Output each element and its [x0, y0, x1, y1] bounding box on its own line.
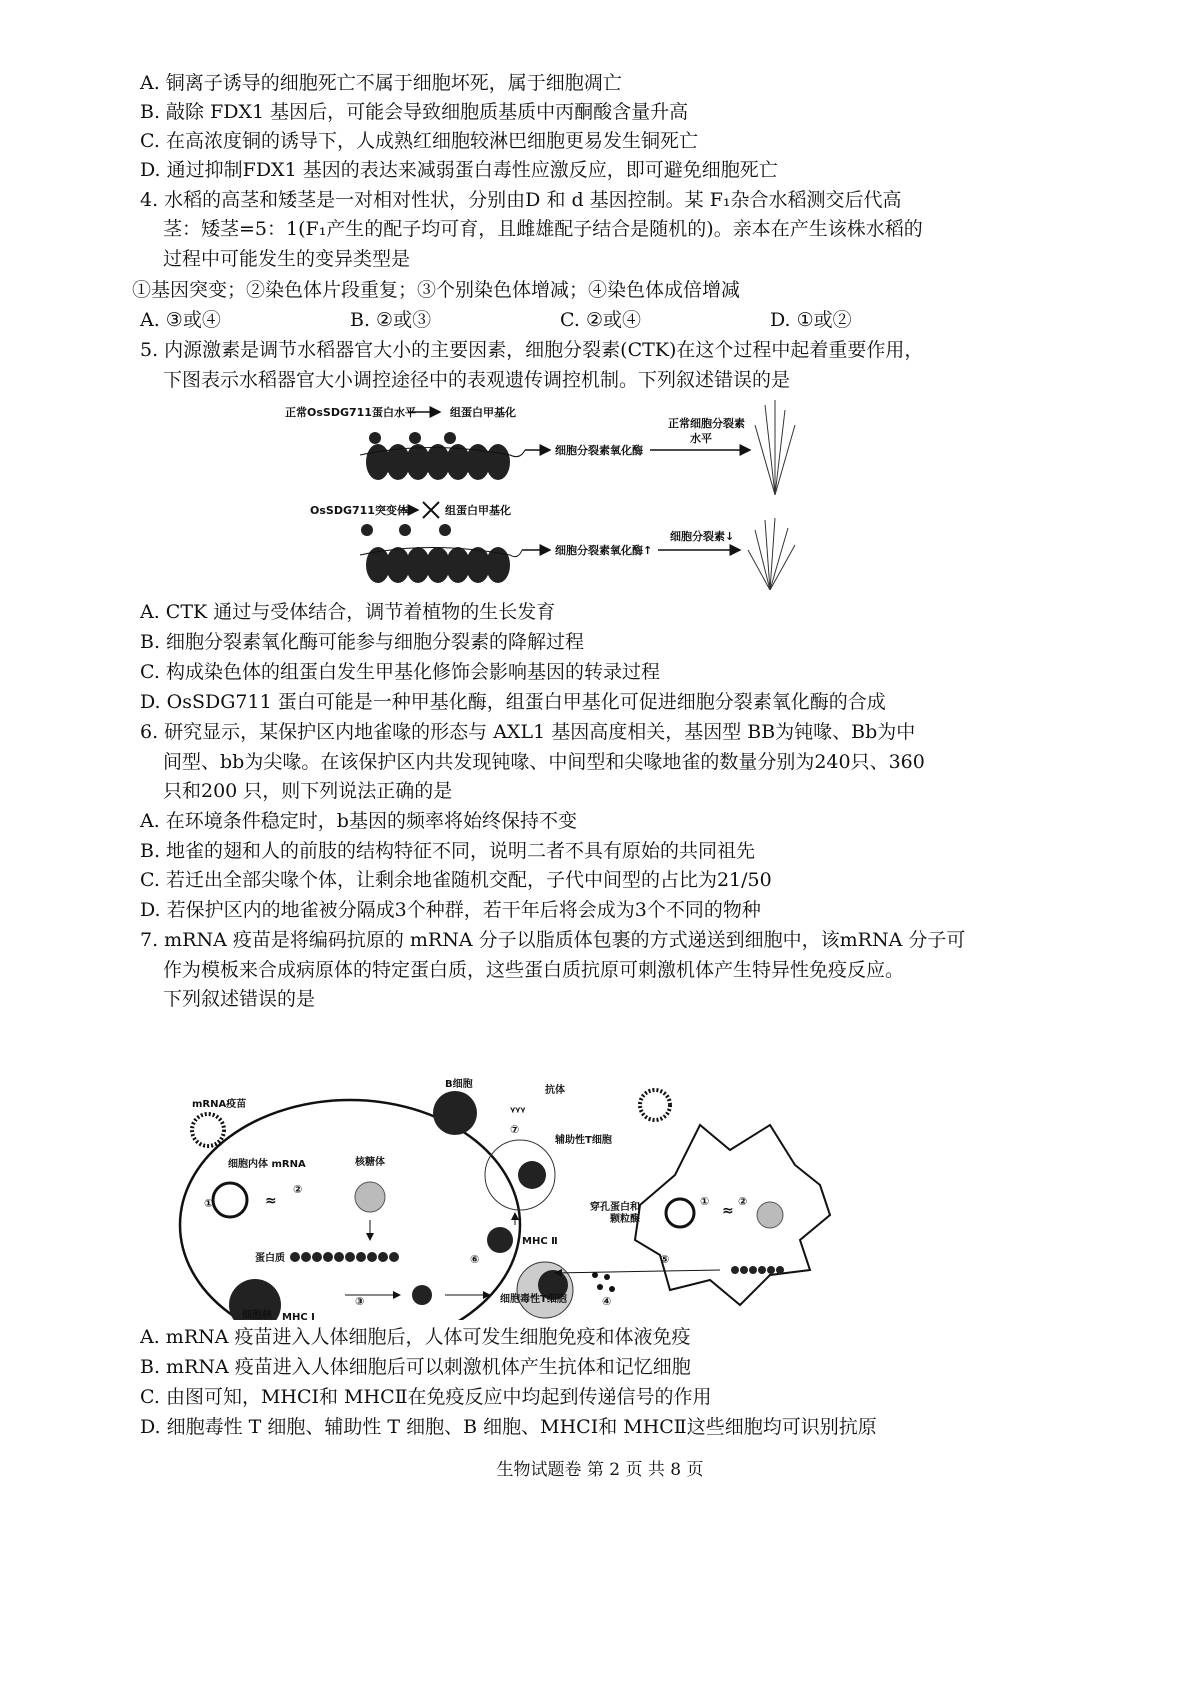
q7-stem-2: 作为模板来合成病原体的特定蛋白质，这些蛋白质抗原可刺激机体产生特异性免疫反应。 — [163, 959, 905, 981]
perforin-label: 穿孔蛋白和 — [590, 1202, 640, 1213]
q4-stem-3: 过程中可能发生的变异类型是 — [163, 248, 411, 270]
q6-stem-1: 6. 研究显示，某保护区内地雀喙的形态与 AXL1 基因高度相关，基因型 BB为钝喙、Bb为中 — [140, 721, 916, 743]
ribosome-label: 核糖体 — [355, 1157, 385, 1168]
short-rice-plant-icon — [748, 518, 795, 590]
step-2b-label: ② — [738, 1195, 748, 1208]
b-cell-icon — [433, 1091, 477, 1135]
q5-option-d: D. OsSDG711 蛋白可能是一种甲基化酶，组蛋白甲基化可促进细胞分裂素氧化酶的合成 — [140, 691, 886, 713]
q3-option-b: B. 敲除 FDX1 基因后，可能会导致细胞质基质中丙酮酸含量升高 — [140, 101, 689, 123]
nucleosome-row-normal — [360, 432, 525, 480]
antigen-mhc1-icon — [412, 1285, 432, 1305]
virus-icon — [640, 1090, 670, 1120]
q4-stem-2: 茎：矮茎=5：1(F₁产生的配子均可育，且雌雄配子结合是随机的)。亲本在产生该株水稻的 — [163, 218, 923, 240]
q5-option-a: A. CTK 通过与受体结合，调节着植物的生长发育 — [140, 601, 556, 623]
cross-mark-icon — [423, 502, 439, 518]
virus-inside-icon — [666, 1199, 694, 1227]
q3-option-a: A. 铜离子诱导的细胞死亡不属于细胞坏死，属于细胞凋亡 — [140, 72, 622, 94]
q7-option-d: D. 细胞毒性 T 细胞、辅助性 T 细胞、B 细胞、MHCⅠ和 MHCⅡ这些细胞均可识别抗原 — [140, 1416, 877, 1438]
enzyme-up-label: 细胞分裂素氧化酶↑ — [555, 544, 653, 557]
q6-option-b: B. 地雀的翅和人的前肢的结构特征不同，说明二者不具有原始的共同祖先 — [140, 840, 756, 862]
mrna-vaccine-immune-diagram — [170, 1015, 970, 1320]
q7-option-b: B. mRNA 疫苗进入人体细胞后可以刺激机体产生抗体和记忆细胞 — [140, 1356, 691, 1378]
ctk-down-label: 细胞分裂素↓ — [670, 530, 735, 543]
mhc2-label: MHC Ⅱ — [522, 1236, 558, 1247]
q4-options — [140, 308, 980, 332]
step-1-label: ① — [204, 1197, 214, 1210]
step-6-label: ⑥ — [470, 1253, 480, 1266]
nucleus-label: 细胞核 — [242, 1310, 272, 1320]
normal-protein-label: 正常OsSDG711蛋白水平 — [285, 406, 416, 419]
endosome-mrna-label: 细胞内体 mRNA — [228, 1159, 306, 1170]
step-1b-label: ① — [700, 1195, 710, 1208]
q4-option-b: B. ②或③ — [350, 309, 432, 331]
q3-option-d: D. 通过抑制FDX1 基因的表达来减弱蛋白毒性应激反应，即可避免细胞死亡 — [140, 159, 778, 181]
tall-rice-plant-icon — [755, 400, 795, 495]
q7-option-a: A. mRNA 疫苗进入人体细胞后，人体可发生细胞免疫和体液免疫 — [140, 1326, 691, 1348]
q5-option-b: B. 细胞分裂素氧化酶可能参与细胞分裂素的降解过程 — [140, 631, 585, 653]
normal-ctk-label: 正常细胞分裂素 — [668, 417, 745, 430]
cytotoxic-t-label: 细胞毒性T细胞 — [500, 1294, 567, 1305]
step-2-label: ② — [293, 1183, 303, 1196]
q6-stem-2: 间型、bb为尖喙。在该保护区内共发现钝喙、中间型和尖喙地雀的数量分别为240只、360 — [163, 751, 925, 773]
enzyme-label-normal: 细胞分裂素氧化酶 — [555, 444, 643, 457]
antibody-label: 抗体 — [545, 1085, 565, 1096]
granules-icon — [592, 1272, 615, 1292]
vaccine-label: mRNA疫苗 — [192, 1099, 247, 1110]
step-4-label: ④ — [602, 1295, 612, 1308]
mutant-label: OsSDG711突变体 — [310, 504, 408, 517]
q7-stem-3: 下列叙述错误的是 — [163, 988, 316, 1010]
q5-stem-2: 下图表示水稻器官大小调控途径中的表观遗传调控机制。下列叙述错误的是 — [163, 369, 791, 391]
step-7-label: ⑦ — [510, 1123, 520, 1136]
protein-label: 蛋白质 — [255, 1253, 285, 1264]
mhc1-label: MHC Ⅰ — [282, 1312, 315, 1320]
antibody-icon: ᵞᵞᵞ — [510, 1104, 526, 1118]
ribosome-icon — [355, 1182, 385, 1212]
q4-option-a: A. ③或④ — [140, 309, 221, 331]
q5-option-c: C. 构成染色体的组蛋白发生甲基化修饰会影响基因的转录过程 — [140, 661, 660, 683]
q6-option-a: A. 在环境条件稳定时，b基因的频率将始终保持不变 — [140, 810, 577, 832]
step-3-label: ③ — [355, 1295, 365, 1308]
vaccine-particle-icon — [192, 1114, 224, 1146]
methylation-blocked-label: 组蛋白甲基化 — [445, 504, 511, 517]
methylation-label: 组蛋白甲基化 — [450, 406, 516, 419]
q4-option-c: C. ②或④ — [560, 309, 641, 331]
mrna-wave-icon: ≈ — [722, 1203, 734, 1219]
b-cell-label: B细胞 — [445, 1079, 473, 1090]
q4-stem-1: 4. 水稻的高茎和矮茎是一对相对性状，分别由D 和 d 基因控制。某 F₁杂合水稻测交后代高 — [140, 189, 902, 211]
helper-t-label: 辅助性T细胞 — [555, 1135, 612, 1146]
histone-methylation-diagram — [250, 400, 810, 595]
q4-variation-list: ①基因突变；②染色体片段重复；③个别染色体增减；④染色体成倍增减 — [132, 279, 741, 301]
mhc2-antigen-icon — [487, 1227, 513, 1253]
q5-stem-1: 5. 内源激素是调节水稻器官大小的主要因素，细胞分裂素(CTK)在这个过程中起着重要作用， — [140, 339, 924, 361]
level-label: 水平 — [690, 432, 712, 445]
step-5-label: ⑤ — [660, 1253, 670, 1266]
protein-chain-b-icon — [731, 1266, 784, 1274]
mrna-wave-icon: ≈ — [265, 1193, 277, 1209]
nucleosome-row-mutant — [360, 524, 522, 583]
endosome-icon — [213, 1183, 247, 1217]
q3-option-c: C. 在高浓度铜的诱导下，人成熟红细胞较淋巴细胞更易发生铜死亡 — [140, 130, 698, 152]
q6-option-c: C. 若迁出全部尖喙个体，让剩余地雀随机交配，子代中间型的占比为21/50 — [140, 869, 772, 891]
granzyme-label: 颗粒酶 — [610, 1214, 640, 1225]
q7-stem-1: 7. mRNA 疫苗是将编码抗原的 mRNA 分子以脂质体包裹的方式递送到细胞中，该mRNA 分子可 — [140, 929, 966, 951]
page-footer: 生物试题卷 第 2 页 共 8 页 — [496, 1460, 704, 1480]
protein-chain-icon — [290, 1252, 399, 1262]
ribosome-b-icon — [757, 1202, 783, 1228]
q4-option-d: D. ①或② — [770, 309, 852, 331]
q6-stem-3: 只和200 只，则下列说法正确的是 — [163, 780, 453, 802]
q6-option-d: D. 若保护区内的地雀被分隔成3个种群，若干年后将会成为3个不同的物种 — [140, 899, 761, 921]
q7-option-c: C. 由图可知，MHCⅠ和 MHCⅡ在免疫反应中均起到传递信号的作用 — [140, 1386, 712, 1408]
host-cell — [180, 1100, 520, 1320]
